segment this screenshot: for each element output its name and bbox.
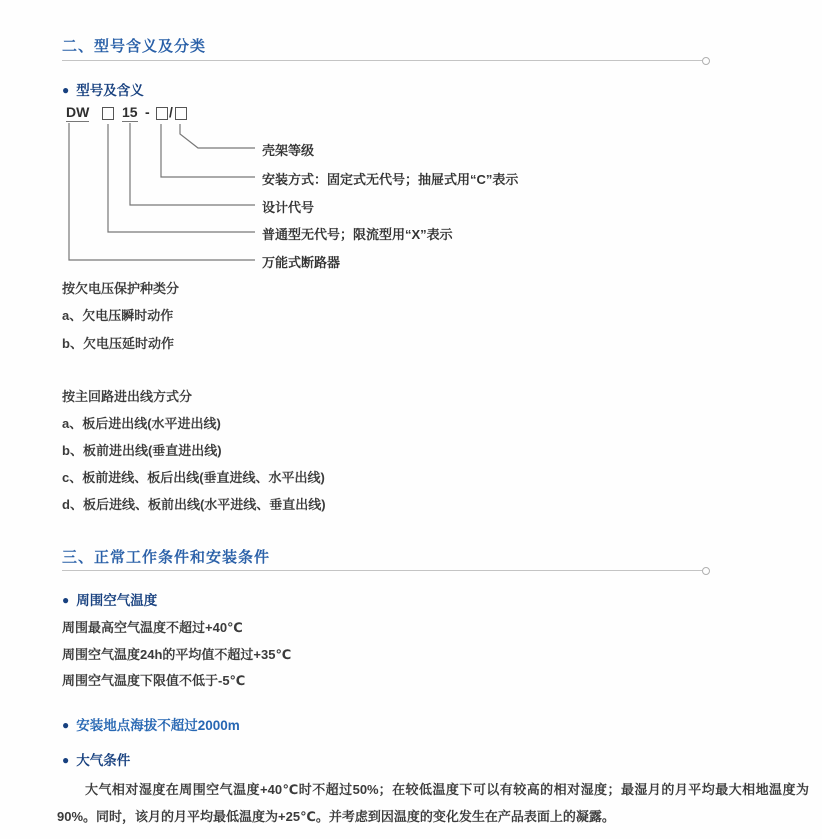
model-slash: /: [169, 104, 173, 120]
model-design-number: 15: [122, 104, 138, 120]
undervoltage-item: a、欠电压瞬时动作: [62, 308, 174, 323]
wiring-item: b、板前进出线(垂直进出线): [62, 443, 222, 458]
diagram-label-mounting: 安装方式：固定式无代号；抽屉式用“C”表示: [262, 172, 519, 187]
subheading-model-meaning: [62, 79, 144, 99]
model-code-diagram: [60, 100, 680, 272]
diagram-label-design-code: 设计代号: [262, 200, 315, 215]
ambient-heading-label: 周围空气温度: [76, 593, 158, 608]
diagram-label-type: 普通型无代号；限流型用“X”表示: [262, 227, 453, 242]
section-divider: [62, 60, 702, 61]
bullet-icon: ●: [62, 593, 70, 607]
ambient-item: 周围最高空气温度不超过+40℃: [62, 620, 243, 635]
model-placeholder-box-icon: [175, 107, 187, 120]
diagram-label-frame-level: 壳架等级: [262, 143, 315, 158]
wiring-item: d、板后进线、板前出线(水平进线、垂直出线): [62, 497, 326, 512]
section-conditions-title: 三、正常工作条件和安装条件: [62, 549, 271, 566]
model-dash: -: [145, 104, 150, 120]
atmosphere-heading-label: 大气条件: [76, 753, 131, 768]
atmosphere-heading: [62, 749, 130, 769]
rule-end-circle-icon: [702, 57, 710, 65]
atmosphere-paragraph: 大气相对湿度在周围空气温度+40℃时不超过50%；在较低温度下可以有较高的相对湿度；最湿月的月平均最大相地温度为90%。同时，该月的月平均最低温度为+25℃。并考虑到因温度的变化发生在产品表面上的凝露。: [57, 782, 809, 824]
model-placeholder-box-icon: [156, 107, 168, 120]
undervoltage-heading: 按欠电压保护种类分: [62, 281, 180, 296]
altitude-heading: [62, 714, 240, 734]
undervoltage-item: b、欠电压延时动作: [62, 336, 174, 351]
model-placeholder-box-icon: [102, 107, 114, 120]
section-divider: [62, 570, 702, 571]
rule-end-circle-icon: [702, 567, 710, 575]
bullet-icon: ●: [62, 718, 70, 732]
model-prefix: DW: [66, 104, 90, 120]
wiring-item: c、板前进线、板后出线(垂直进线、水平出线): [62, 470, 325, 485]
bullet-icon: ●: [62, 753, 70, 767]
wiring-item: a、板后进出线(水平进出线): [62, 416, 221, 431]
ambient-heading: [62, 589, 157, 609]
section-model-title: 二、型号含义及分类: [62, 38, 207, 55]
ambient-item: 周围空气温度24h的平均值不超过+35℃: [62, 647, 292, 662]
bullet-icon: ●: [62, 83, 70, 97]
diagram-label-breaker: 万能式断路器: [262, 255, 341, 270]
wiring-heading: 按主回路进出线方式分: [62, 389, 193, 404]
altitude-heading-label: 安装地点海拔不超过2000m: [76, 718, 240, 733]
ambient-item: 周围空气温度下限值不低于-5℃: [62, 673, 246, 688]
subheading-label: 型号及含义: [76, 83, 144, 98]
